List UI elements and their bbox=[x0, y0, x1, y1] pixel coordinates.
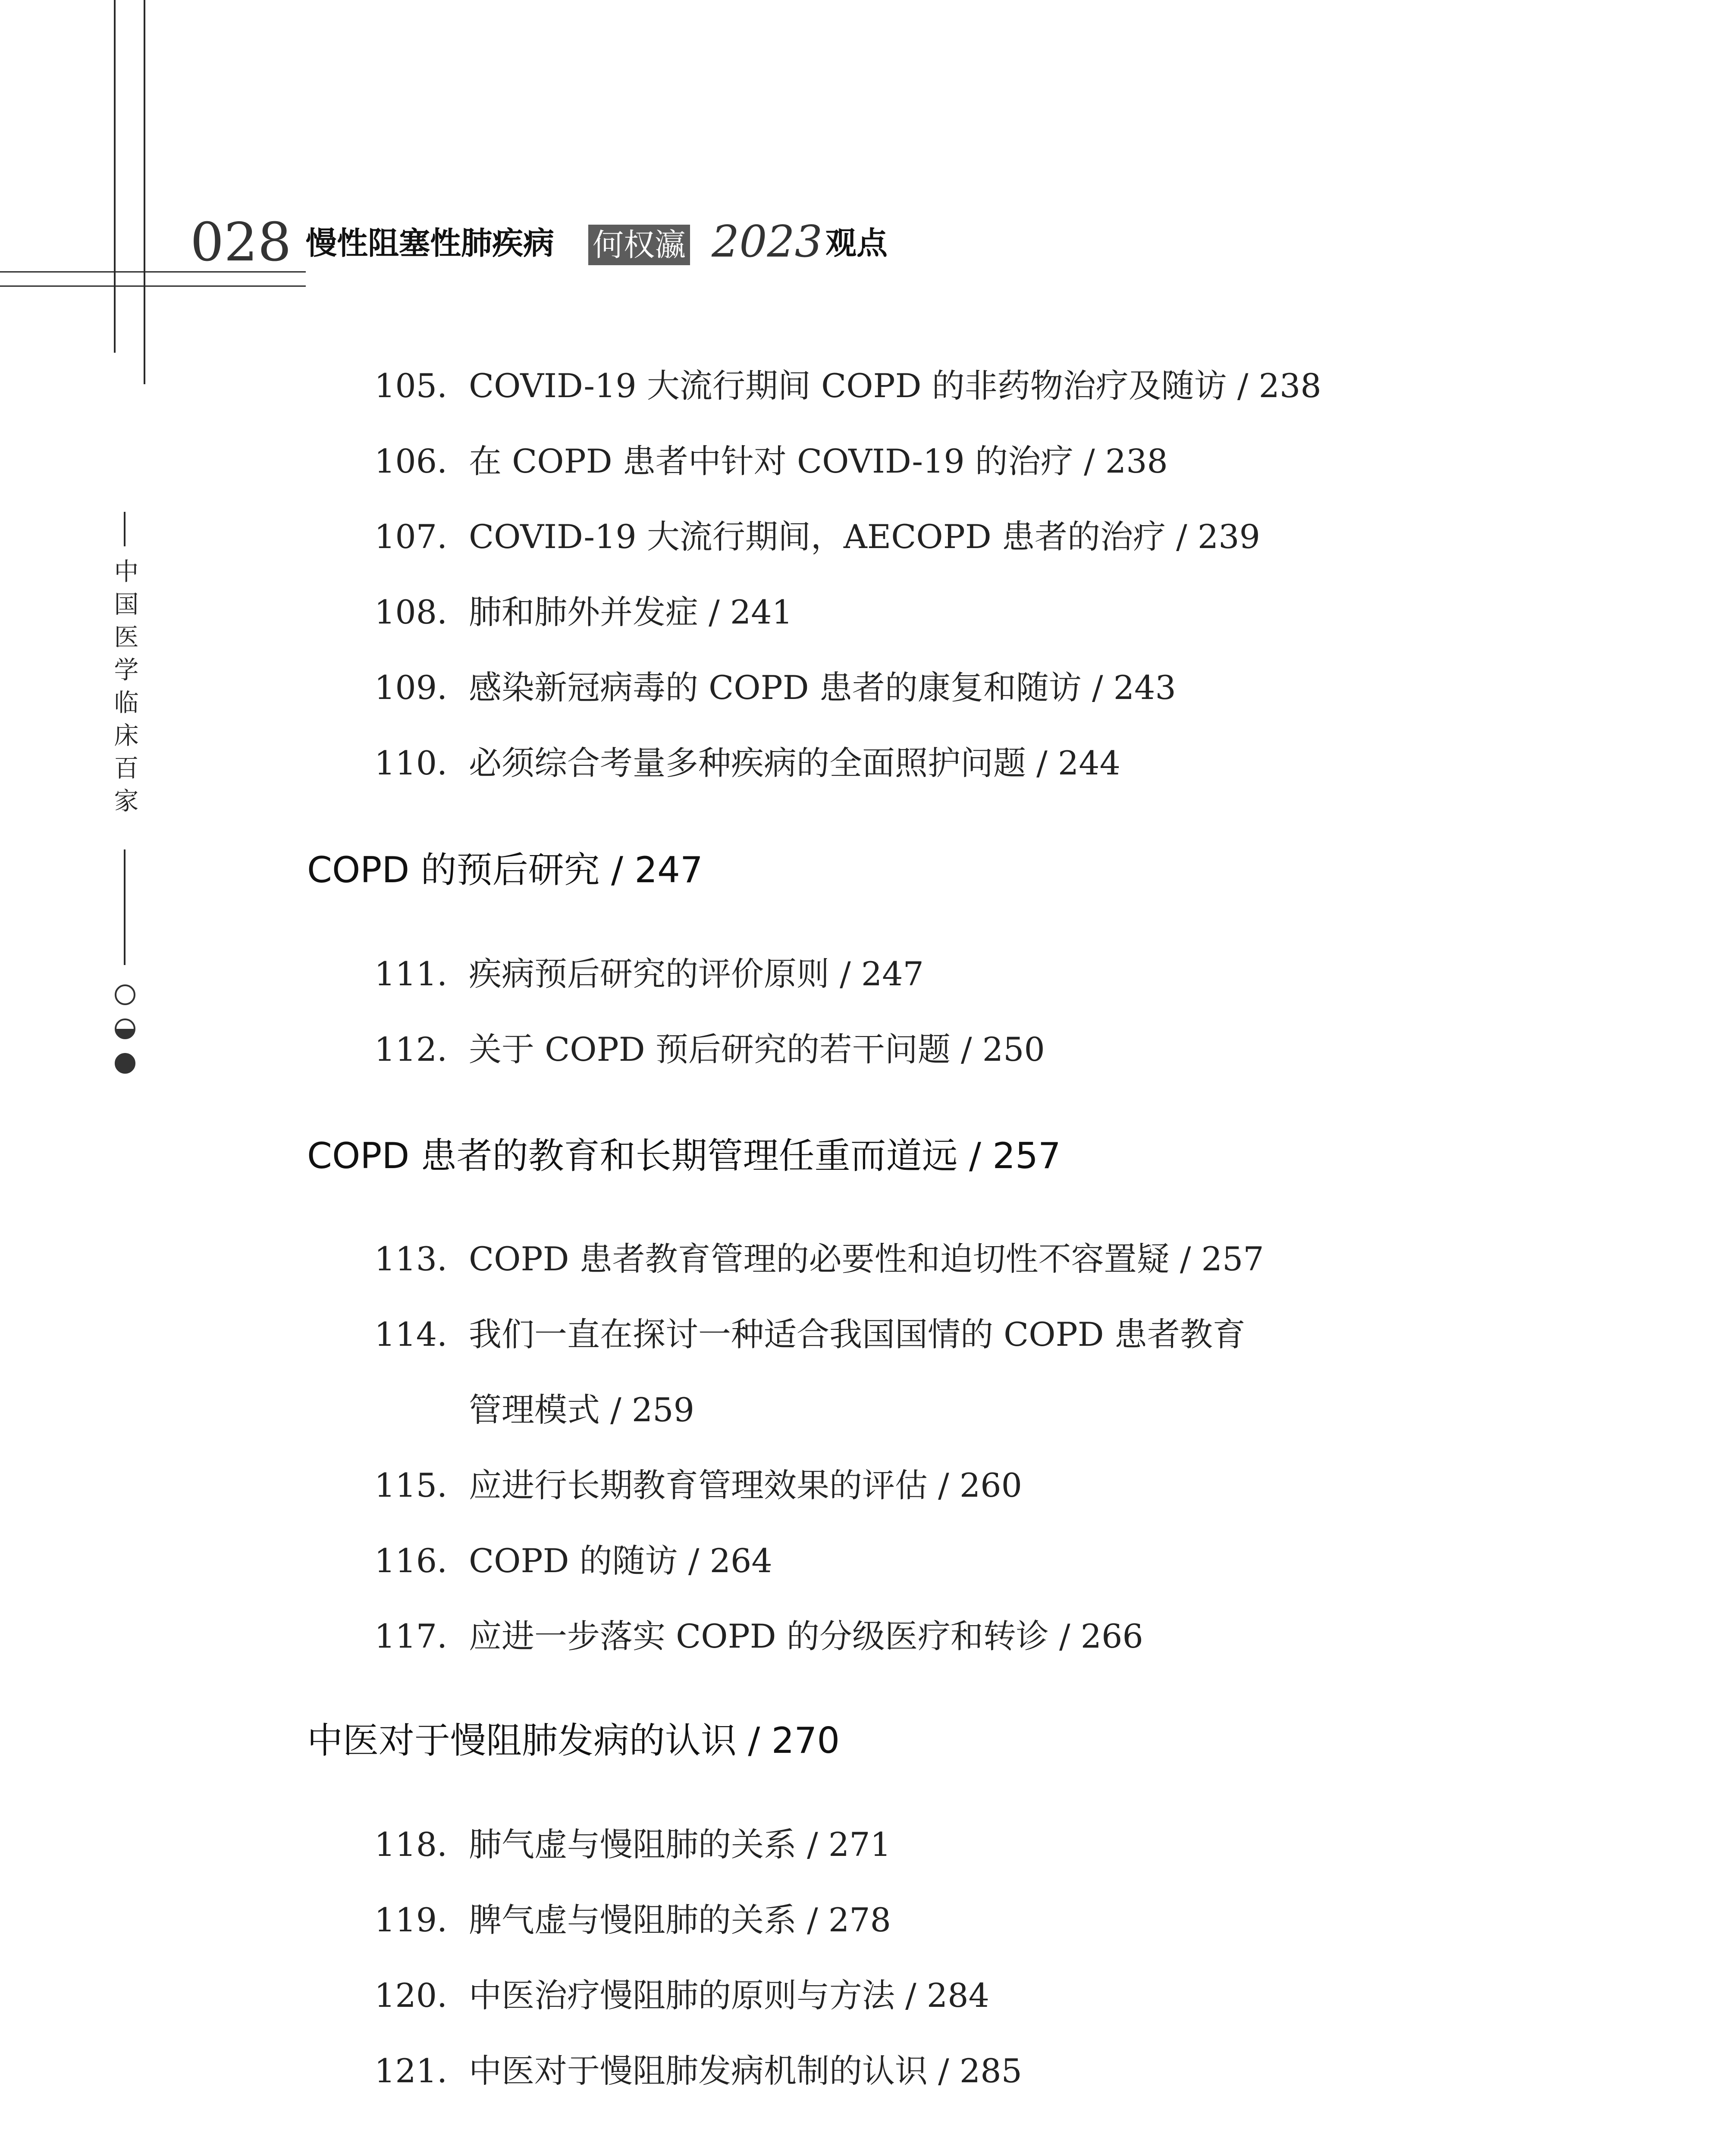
entry-title: 应进一步落实 COPD 的分级医疗和转诊 / 266 bbox=[469, 1617, 1143, 1655]
entry-title: 我们一直在探讨一种适合我国国情的 COPD 患者教育 bbox=[469, 1315, 1246, 1354]
toc-entry bbox=[374, 364, 1603, 408]
toc-entry bbox=[374, 665, 1603, 710]
toc-entry bbox=[374, 590, 1603, 635]
entry-title: COPD 的随访 / 264 bbox=[469, 1542, 772, 1580]
entry-title: 在 COPD 患者中针对 COVID-19 的治疗 / 238 bbox=[469, 442, 1168, 480]
toc-entry bbox=[374, 1898, 1603, 1943]
toc-entry bbox=[374, 1237, 1603, 1282]
entry-number: 112. bbox=[374, 1030, 448, 1069]
entry-number: 109. bbox=[374, 668, 448, 707]
entry-title: 应进行长期教育管理效果的评估 / 260 bbox=[469, 1466, 1022, 1504]
toc-entry bbox=[374, 741, 1603, 786]
toc-entry bbox=[374, 1463, 1603, 1508]
entry-number: 107. bbox=[374, 517, 448, 556]
empty-circle-icon bbox=[115, 984, 135, 1005]
filled-circle-icon bbox=[115, 1053, 135, 1074]
series-title: 中国医学临床百家 bbox=[114, 558, 139, 815]
entry-title: 必须综合考量多种疾病的全面照护问题 / 244 bbox=[469, 744, 1120, 782]
entry-title: 感染新冠病毒的 COPD 患者的康复和随访 / 243 bbox=[469, 668, 1176, 707]
entry-title: 脾气虚与慢阻肺的关系 / 278 bbox=[469, 1901, 891, 1939]
entry-number: 108. bbox=[374, 593, 448, 631]
entry-number: 121. bbox=[374, 2052, 448, 2090]
entry-number: 111. bbox=[374, 955, 448, 993]
entry-number: 118. bbox=[374, 1825, 448, 1864]
book-title: 慢性阻塞性肺疾病 bbox=[306, 225, 555, 261]
vertical-rule-right bbox=[144, 0, 145, 384]
toc-entry-continuation: 管理模式 / 259 bbox=[469, 1391, 694, 1429]
side-rule-top bbox=[124, 512, 126, 546]
entry-number: 106. bbox=[374, 442, 448, 480]
toc-entry bbox=[374, 1027, 1603, 1072]
entry-title: 中医对于慢阻肺发病机制的认识 / 285 bbox=[469, 2052, 1022, 2090]
entry-number: 115. bbox=[374, 1466, 448, 1504]
entry-title: 中医治疗慢阻肺的原则与方法 / 284 bbox=[469, 1976, 989, 2015]
viewpoint-label: 观点 bbox=[825, 225, 888, 261]
entry-title: COVID-19 大流行期间 COPD 的非药物治疗及随访 / 238 bbox=[469, 367, 1321, 405]
entry-title: 关于 COPD 预后研究的若干问题 / 250 bbox=[469, 1030, 1045, 1069]
entry-number: 114. bbox=[374, 1315, 448, 1354]
toc-entry bbox=[374, 1614, 1603, 1659]
side-rule-bottom bbox=[124, 849, 126, 965]
toc-entry bbox=[374, 2049, 1603, 2093]
page-number: 028 bbox=[190, 212, 292, 273]
author-name: 何权瀛 bbox=[588, 225, 690, 265]
section-heading: COPD 的预后研究 / 247 bbox=[307, 849, 703, 891]
section-heading: 中医对于慢阻肺发病的认识 / 270 bbox=[307, 1720, 840, 1761]
entry-number: 105. bbox=[374, 367, 448, 405]
half-circle-icon bbox=[115, 1018, 135, 1039]
entry-title: COPD 患者教育管理的必要性和迫切性不容置疑 / 257 bbox=[469, 1240, 1264, 1278]
entry-title: 疾病预后研究的评价原则 / 247 bbox=[469, 955, 924, 993]
section-heading: COPD 患者的教育和长期管理任重而道远 / 257 bbox=[307, 1135, 1061, 1177]
entry-number: 119. bbox=[374, 1901, 448, 1939]
entry-title: 肺和肺外并发症 / 241 bbox=[469, 593, 793, 631]
edition-year: 2023 bbox=[712, 216, 823, 267]
entry-title: COVID-19 大流行期间，AECOPD 患者的治疗 / 239 bbox=[469, 517, 1260, 556]
toc-entry bbox=[374, 1822, 1603, 1867]
toc-entry bbox=[374, 1973, 1603, 2018]
toc-entry bbox=[374, 1312, 1603, 1357]
entry-title: 肺气虚与慢阻肺的关系 / 271 bbox=[469, 1825, 891, 1864]
toc-entry bbox=[374, 1539, 1603, 1583]
entry-number: 110. bbox=[374, 744, 448, 782]
vertical-rule-left bbox=[114, 0, 116, 353]
header-underline-secondary bbox=[0, 285, 306, 287]
toc-entry bbox=[374, 439, 1603, 484]
entry-number: 120. bbox=[374, 1976, 448, 2015]
entry-number: 116. bbox=[374, 1542, 448, 1580]
toc-entry bbox=[374, 952, 1603, 997]
entry-number: 117. bbox=[374, 1617, 448, 1655]
entry-number: 113. bbox=[374, 1240, 448, 1278]
toc-entry bbox=[374, 514, 1603, 559]
